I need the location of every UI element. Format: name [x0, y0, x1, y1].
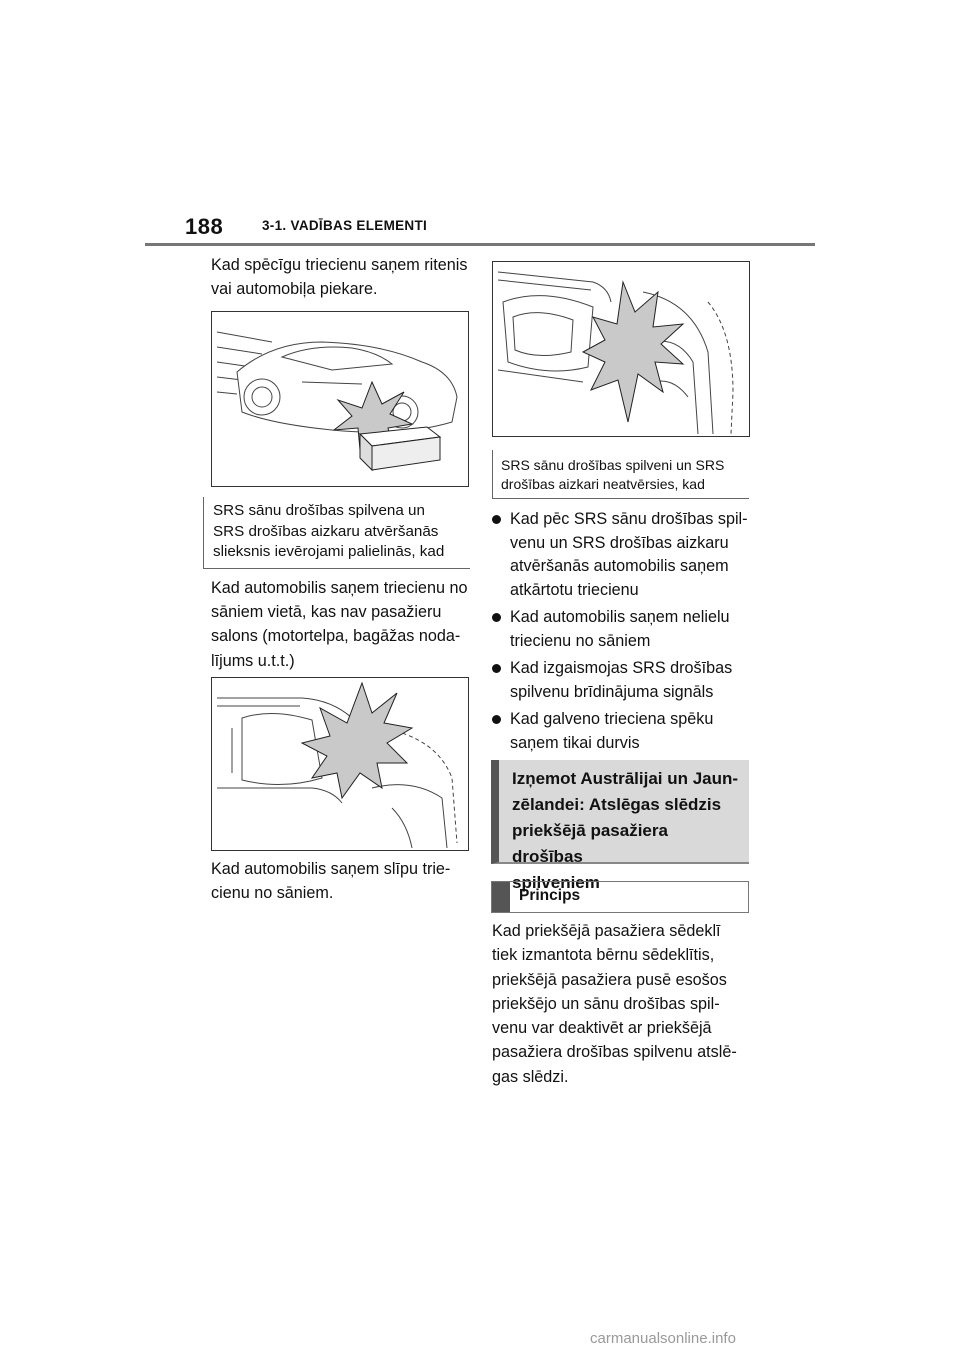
principle-paragraph: [492, 919, 757, 1089]
list-line: Kad pēc SRS sānu drošības spil-: [510, 510, 748, 528]
para-line: sāniem vietā, kas nav pasažieru: [211, 603, 442, 622]
heading-line: Izņemot Austrālijai un Jaun-: [512, 769, 739, 788]
list-line: spilvenu brīdinājuma signāls: [510, 682, 714, 701]
heading-line: zēlandei: Atslēgas slēdzis: [512, 795, 722, 814]
list-line: triecienu no sāniem: [510, 631, 651, 650]
bullet-icon: [492, 515, 501, 524]
caption-line: SRS drošības aizkaru atvēršanās: [213, 522, 439, 540]
subheading-box: [491, 881, 749, 913]
subheading-label: Princips: [519, 887, 581, 904]
para-line: priekšējā pasažiera pusē esošos: [492, 970, 727, 989]
bullet-icon: [492, 715, 501, 724]
para-line: gas slēdzi.: [492, 1067, 569, 1086]
para-line: Kad automobilis saņem triecienu no: [211, 579, 468, 597]
conditions-list: [492, 508, 757, 759]
watermark-text: carmanualsonline.info: [590, 1330, 736, 1347]
chapter-title: 3-1. VADĪBAS ELEMENTI: [262, 218, 428, 233]
car-wheel-impact-drawing: [212, 312, 468, 486]
intro-paragraph: [211, 253, 471, 301]
para-line: venu var deaktivēt ar priekšējā: [492, 1019, 712, 1038]
para-line: pasažiera drošības spilvenu atslē-: [492, 1043, 737, 1062]
section-heading: [491, 760, 749, 892]
list-line: saņem tikai durvis: [510, 733, 640, 752]
bullet-icon: [492, 613, 501, 622]
list-item: [492, 606, 757, 653]
illustration-engine-area-impact: [211, 677, 469, 851]
list-line: Kad izgaismojas SRS drošības: [510, 659, 733, 677]
page-number: 188: [185, 214, 224, 239]
caption-line: SRS sānu drošības spilvena un: [213, 502, 425, 519]
caption-will-not-deploy: [492, 450, 749, 499]
para-line: lījums u.t.t.): [211, 651, 295, 670]
list-item: [492, 708, 757, 755]
bullet-icon: [492, 664, 501, 673]
subheading-bar: [492, 882, 510, 912]
list-line: atkārtotu triecienu: [510, 580, 639, 599]
heading-line: priekšējā pasažiera drošības: [512, 821, 668, 866]
caption-threshold-increase: [203, 497, 470, 569]
para-line: cienu no sāniem.: [211, 884, 334, 903]
list-line: atvēršanās automobilis saņem: [510, 557, 729, 575]
caption-line: drošības aizkari neatvērsies, kad: [501, 476, 705, 492]
car-door-collision-drawing: [493, 262, 749, 436]
angled-impact-paragraph: [211, 857, 471, 905]
list-item: [492, 508, 757, 602]
illustration-wheel-impact: [211, 311, 469, 487]
heading-line: spilveniem: [512, 873, 600, 892]
list-line: Kad galveno trieciena spēku: [510, 710, 714, 728]
caption-line: SRS sānu drošības spilveni un SRS: [501, 457, 725, 473]
para-line: tiek izmantota bērnu sēdeklītis,: [492, 946, 715, 965]
para-line: Kad priekšējā pasažiera sēdeklī: [492, 922, 721, 940]
caption-line: slieksnis ievērojami palielinās, kad: [213, 543, 445, 560]
illustration-door-impact: [492, 261, 750, 437]
para-line: salons (motortelpa, bagāžas noda-: [211, 627, 461, 646]
list-item: [492, 657, 757, 704]
header-rule: [145, 243, 815, 246]
intro-line: Kad spēcīgu triecienu saņem ritenis: [211, 256, 468, 274]
side-impact-paragraph: [211, 576, 471, 673]
list-line: Kad automobilis saņem nelielu: [510, 608, 730, 626]
para-line: Kad automobilis saņem slīpu trie-: [211, 860, 451, 878]
para-line: priekšējo un sānu drošības spil-: [492, 994, 720, 1013]
list-line: venu un SRS drošības aizkaru: [510, 533, 729, 552]
intro-line: vai automobiļa piekare.: [211, 280, 378, 299]
car-front-collision-drawing: [212, 678, 468, 850]
